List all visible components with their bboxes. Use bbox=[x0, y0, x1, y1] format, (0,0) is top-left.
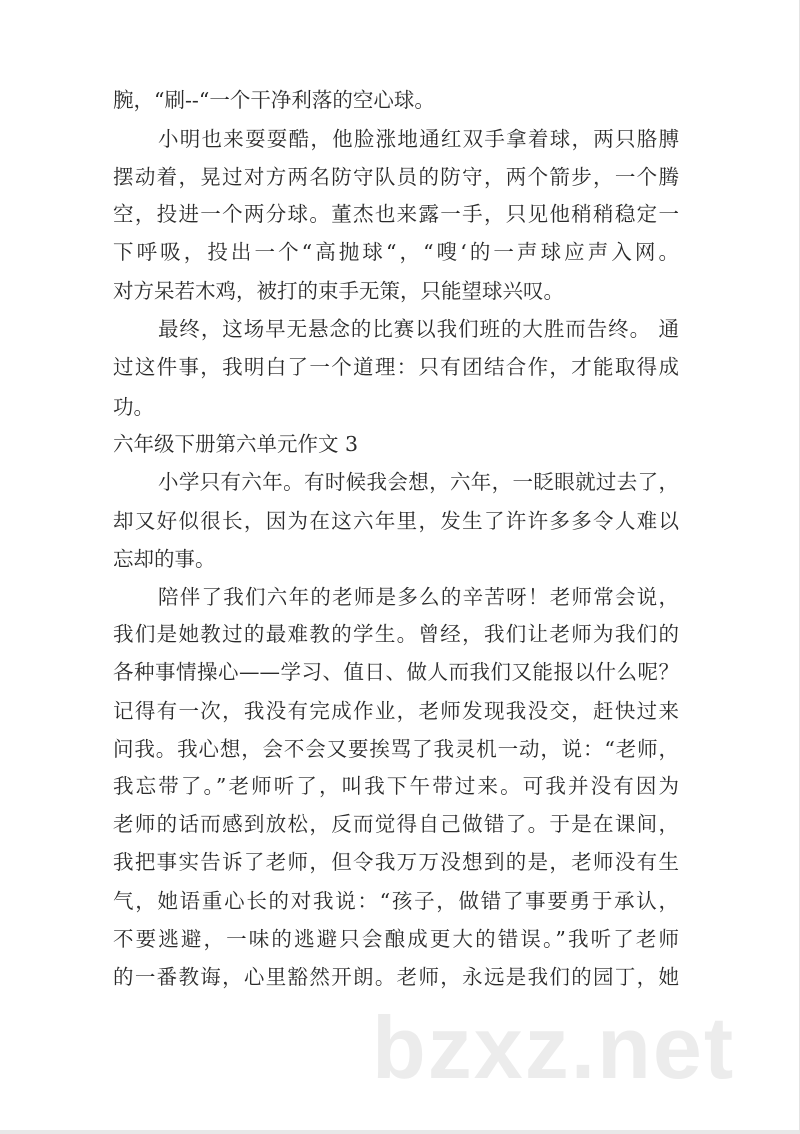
section-heading: 六年级下册第六单元作文 3 bbox=[113, 432, 359, 456]
text-line: 腕，“刷--“一个干净利落的空心球。 bbox=[113, 88, 435, 112]
text-line: 摆动着，晃过对方两名防守队员的防守，两个箭步，一个腾 bbox=[113, 165, 679, 189]
text-line: 却又好似很长，因为在这六年里，发生了许许多多令人难以 bbox=[113, 509, 679, 533]
text-line: 老师的话而感到放松，反而觉得自己做错了。于是在课间， bbox=[113, 812, 679, 836]
text-line: 我们是她教过的最难教的学生。曾经，我们让老师为我们的 bbox=[113, 622, 679, 646]
text-line: 下呼吸，投出一个“高抛球“，“嗖‘的一声球应声入网。 bbox=[113, 240, 679, 264]
text-line: 的一番教诲，心里豁然开朗。老师，永远是我们的园丁，她 bbox=[113, 965, 679, 989]
text-line: 我把事实告诉了老师，但令我万万没想到的是，老师没有生 bbox=[113, 850, 679, 874]
text-line: 空，投进一个两分球。董杰也来露一手，只见他稍稍稳定一 bbox=[113, 202, 679, 226]
text-line: 功。 bbox=[113, 395, 154, 419]
text-line: 陪伴了我们六年的老师是多么的辛苦呀！老师常会说， bbox=[158, 585, 679, 609]
text-line: 忘却的事。 bbox=[113, 547, 216, 571]
text-line: 不要逃避，一味的逃避只会酿成更大的错误。”我听了老师 bbox=[113, 927, 679, 951]
text-line: 记得有一次，我没有完成作业，老师发现我没交，赶快过来 bbox=[113, 699, 679, 723]
text-line: 过这件事，我明白了一个道理：只有团结合作，才能取得成 bbox=[113, 355, 679, 379]
text-line: 最终，这场早无悬念的比赛以我们班的大胜而告终。 通 bbox=[158, 317, 679, 341]
text-line: 小学只有六年。有时候我会想，六年，一眨眼就过去了， bbox=[158, 470, 679, 494]
text-line: 问我。我心想，会不会又要挨骂了我灵机一动，说：“老师， bbox=[113, 737, 679, 761]
text-line: 我忘带了。”老师听了，叫我下午带过来。可我并没有因为 bbox=[113, 774, 679, 798]
text-line: 气，她语重心长的对我说：“孩子，做错了事要勇于承认， bbox=[113, 889, 679, 913]
text-line: 各种事情操心——学习、值日、做人而我们又能报以什么呢？ bbox=[113, 660, 679, 684]
text-line: 小明也来耍耍酷，他脸涨地通红双手拿着球，两只胳膊 bbox=[158, 127, 679, 151]
watermark: bzxz.net bbox=[372, 998, 736, 1097]
text-line: 对方呆若木鸡，被打的束手无策，只能望球兴叹。 bbox=[113, 279, 564, 303]
